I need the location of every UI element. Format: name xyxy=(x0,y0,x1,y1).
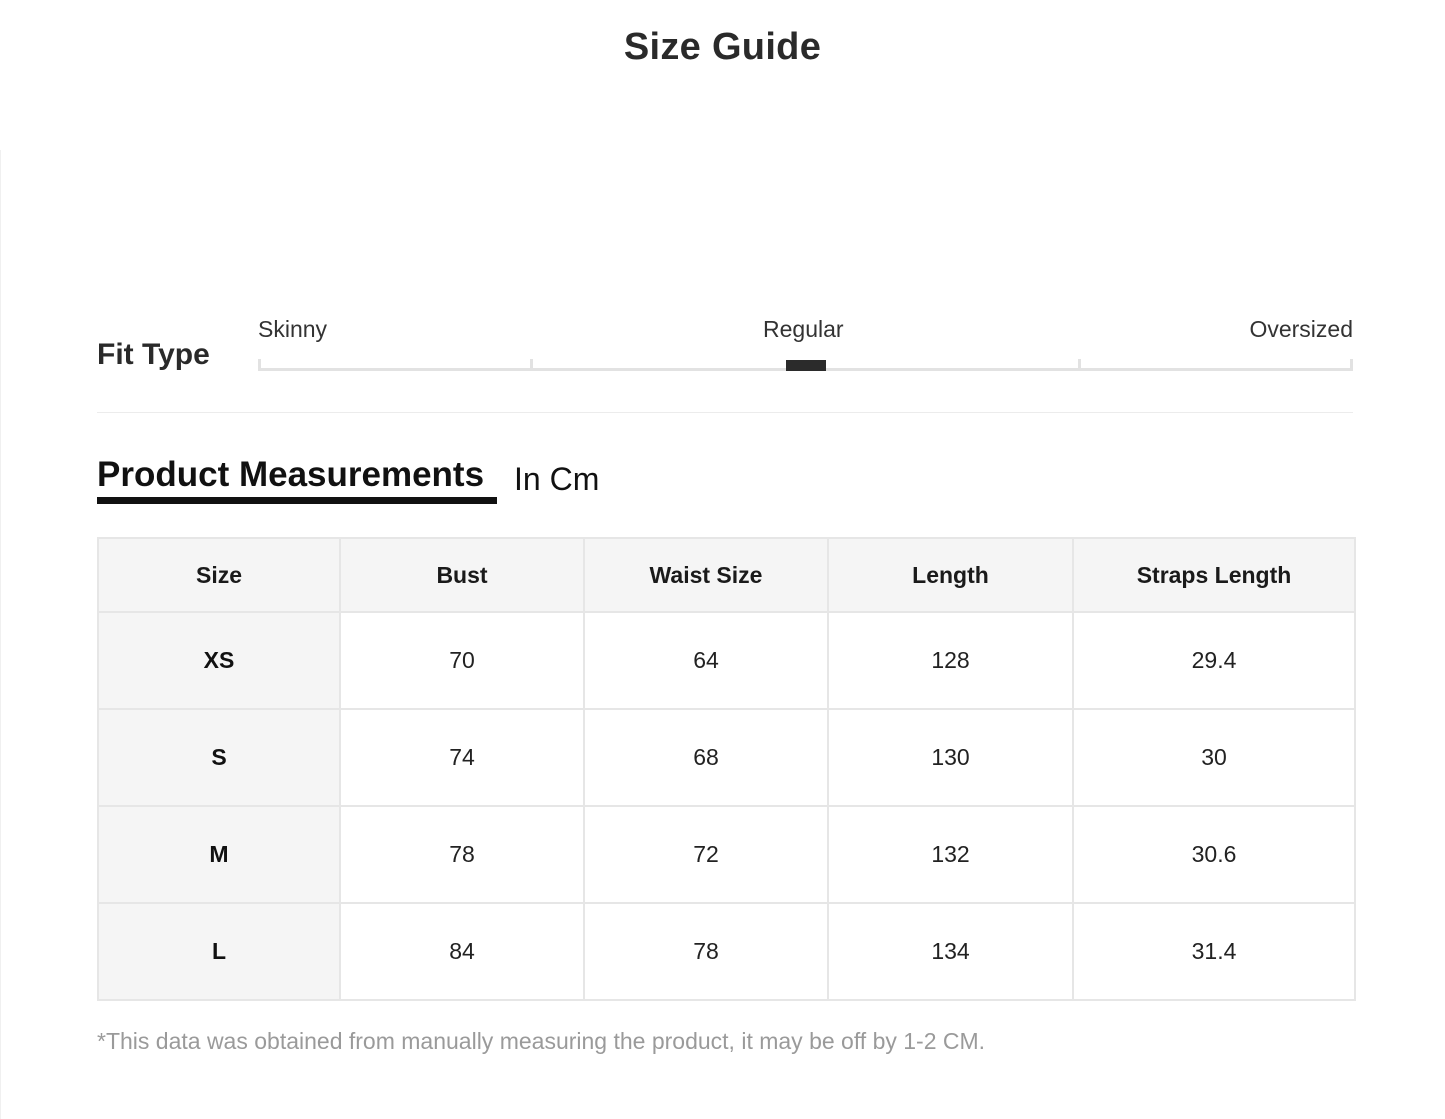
page-edge-line xyxy=(0,150,1,1119)
fit-selected-marker xyxy=(786,360,826,371)
table-row xyxy=(98,709,1355,806)
bust-cell: 70 xyxy=(340,612,584,709)
fit-option-skinny: Skinny xyxy=(258,316,328,342)
waist-cell: 78 xyxy=(584,903,828,1000)
fit-scale-tick xyxy=(258,359,261,371)
length-cell: 130 xyxy=(828,709,1073,806)
length-cell: 132 xyxy=(828,806,1073,903)
column-header-straps-length: Straps Length xyxy=(1073,538,1355,612)
waist-cell: 72 xyxy=(584,806,828,903)
bust-cell: 84 xyxy=(340,903,584,1000)
measurements-title-underline xyxy=(97,497,497,504)
waist-cell: 68 xyxy=(584,709,828,806)
fit-type-label: Fit Type xyxy=(97,338,210,371)
length-cell: 134 xyxy=(828,903,1073,1000)
page-title: Size Guide xyxy=(623,26,822,68)
size-cell: L xyxy=(98,903,340,1000)
fit-option-regular: Regular xyxy=(763,316,844,342)
fit-option-oversized: Oversized xyxy=(1249,316,1353,342)
footnote: *This data was obtained from manually measuring the product, it may be off by 1-2 CM. xyxy=(97,1028,986,1054)
measurements-table xyxy=(97,537,1356,1001)
length-cell: 128 xyxy=(828,612,1073,709)
bust-cell: 74 xyxy=(340,709,584,806)
column-header-length: Length xyxy=(828,538,1073,612)
table-row xyxy=(98,903,1355,1000)
fit-scale-tick xyxy=(530,359,533,371)
size-cell: XS xyxy=(98,612,340,709)
bust-cell: 78 xyxy=(340,806,584,903)
section-divider xyxy=(97,412,1353,413)
straps-length-cell: 30.6 xyxy=(1073,806,1355,903)
measurements-title: Product Measurements xyxy=(97,455,485,494)
size-cell: M xyxy=(98,806,340,903)
table-row xyxy=(98,806,1355,903)
fit-scale-tick xyxy=(1078,359,1081,371)
straps-length-cell: 31.4 xyxy=(1073,903,1355,1000)
table-header-row xyxy=(98,538,1355,612)
measurements-unit: In Cm xyxy=(514,461,600,497)
column-header-size: Size xyxy=(98,538,340,612)
table-row xyxy=(98,612,1355,709)
straps-length-cell: 30 xyxy=(1073,709,1355,806)
straps-length-cell: 29.4 xyxy=(1073,612,1355,709)
column-header-bust: Bust xyxy=(340,538,584,612)
size-cell: S xyxy=(98,709,340,806)
column-header-waist-size: Waist Size xyxy=(584,538,828,612)
waist-cell: 64 xyxy=(584,612,828,709)
fit-scale-tick xyxy=(1350,359,1353,371)
